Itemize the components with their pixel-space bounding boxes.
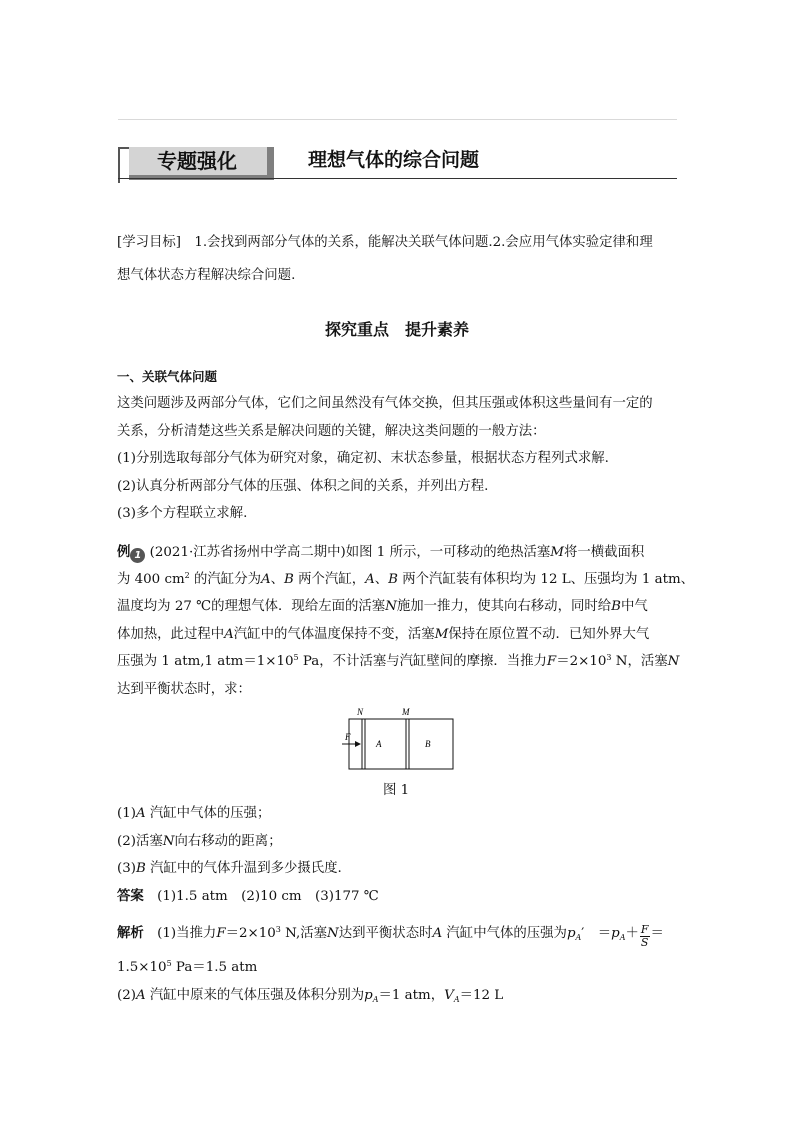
superscript: 5 <box>293 653 299 662</box>
superscript: 3 <box>606 653 612 662</box>
example-text: 两个汽缸， <box>293 572 366 587</box>
var-N: N <box>385 599 397 614</box>
figure-caption: 图 1 <box>383 783 410 798</box>
example-text: N，活塞 <box>611 654 668 669</box>
var-A: A <box>260 572 271 587</box>
section-title: 探究重点 提升素养 <box>324 320 469 339</box>
var-V: V <box>444 988 454 1003</box>
analysis-text: ＋ <box>625 926 639 941</box>
label-A: A <box>376 739 382 749</box>
cylinder-diagram <box>340 705 460 773</box>
label-M: M <box>402 707 410 717</box>
question-text: 汽缸中气体的压强； <box>145 806 271 821</box>
analysis-label: 解析 <box>117 925 144 941</box>
var-F: F <box>216 926 226 941</box>
var-A: A <box>365 572 375 587</box>
superscript: 3 <box>275 925 281 934</box>
analysis-text: Pa＝1.5 atm <box>171 960 258 975</box>
analysis-text: (1)当推力 <box>157 926 217 941</box>
piston-M <box>406 719 409 769</box>
label-F: F <box>345 732 351 742</box>
example-line-1 <box>117 544 677 563</box>
example-text: 将一横截面积 <box>563 545 645 560</box>
objectives-line-1: [学习目标] 1.会找到两部分气体的关系，能解决关联气体问题.2.会应用气体实验定律和理 <box>117 235 653 250</box>
fraction-numerator: F <box>640 923 649 936</box>
example-text: 为 400 cm <box>117 572 185 587</box>
example-text: 施加一推力，使其向右移动，同时给 <box>396 599 612 614</box>
example-line-3 <box>117 599 677 615</box>
analysis-text: 1.5×10 <box>117 960 167 975</box>
answer-text: (1)1.5 atm (2)10 cm (3)177 ℃ <box>157 889 379 904</box>
question-1 <box>117 806 677 822</box>
header-rule <box>118 178 677 179</box>
var-B: B <box>388 572 399 587</box>
part1-heading: 一、关联气体问题 <box>117 369 218 384</box>
example-source: (2021·江苏省扬州中学高二期中) <box>149 545 346 560</box>
analysis-text: 汽缸中气体的压强为 <box>442 926 567 941</box>
var-A: A <box>432 926 443 941</box>
example-text: ＝2×10 <box>556 654 607 669</box>
subscript: A <box>575 933 582 942</box>
var-p: p <box>364 988 373 1003</box>
piston-N <box>362 719 365 769</box>
part1-line-4: (2)认真分析两部分气体的压强、体积之间的关系，并列出方程. <box>117 479 489 494</box>
example-label: 例 <box>117 544 131 560</box>
example-text: 两个汽缸装有体积均为 12 L、压强均为 1 atm、 <box>398 572 695 587</box>
var-B: B <box>135 861 146 876</box>
question-text: (2)活塞 <box>117 834 163 849</box>
example-text: 温度均为 27 ℃的理想气体．现给左面的活塞 <box>117 599 386 614</box>
var-B: B <box>611 599 621 614</box>
answer-label: 答案 <box>117 888 144 904</box>
objectives-line-2: 想气体状态方程解决综合问题. <box>117 268 296 283</box>
fraction-F-over-S <box>640 924 650 949</box>
analysis-text: ＝ <box>650 926 664 941</box>
var-M: M <box>550 545 564 560</box>
var-M: M <box>434 627 449 642</box>
topic-badge-label: 专题强化 <box>157 149 237 173</box>
question-text: (3) <box>117 861 136 876</box>
example-text: 、 <box>374 572 389 587</box>
example-text: 体加热，此过程中 <box>117 627 225 642</box>
example-text: 的汽缸分为 <box>189 572 261 587</box>
part1-line-5: (3)多个方程联立求解. <box>117 506 248 521</box>
question-3 <box>117 861 677 877</box>
example-text: 汽缸中的气体温度保持不变，活塞 <box>233 627 435 642</box>
superscript: 5 <box>166 959 172 968</box>
analysis-line-1 <box>117 924 677 949</box>
analysis-line-3 <box>117 988 677 1004</box>
subscript: A <box>453 995 460 1004</box>
superscript: 2 <box>184 571 190 580</box>
var-p: p <box>566 926 576 941</box>
chapter-title: 理想气体的综合问题 <box>308 149 480 171</box>
topic-badge <box>129 147 274 180</box>
example-line-5 <box>117 653 680 670</box>
example-line-6: 达到平衡状态时，求： <box>117 682 251 697</box>
analysis-text: 达到平衡状态时 <box>338 926 433 941</box>
subscript: A <box>619 933 626 942</box>
fraction-denominator: S <box>640 936 649 949</box>
var-F: F <box>546 654 557 669</box>
answer-line <box>117 888 677 905</box>
var-p: p <box>611 926 620 941</box>
example-line-4 <box>117 627 677 643</box>
var-N: N <box>162 834 175 849</box>
analysis-line-2 <box>117 960 677 976</box>
analysis-text: ＝2×10 <box>225 926 276 941</box>
analysis-text: ＝12 L <box>459 988 504 1003</box>
example-text: 保持在原位置不动．已知外界大气 <box>448 627 650 642</box>
example-text: 如图 1 所示，一可移动的绝热活塞 <box>345 545 551 560</box>
subscript: A <box>372 995 379 1004</box>
top-rule <box>118 119 677 120</box>
part1-line-1: 这类问题涉及两部分气体，它们之间虽然没有气体交换，但其压强或体积这些量间有一定的 <box>117 396 653 411</box>
question-text: 向右移动的距离； <box>174 834 282 849</box>
label-N: N <box>357 707 364 717</box>
question-text: 汽缸中的气体升温到多少摄氏度. <box>145 861 342 876</box>
var-A: A <box>135 806 146 821</box>
example-line-2 <box>117 571 695 588</box>
label-B: B <box>425 739 431 749</box>
var-N: N <box>667 654 680 669</box>
analysis-text: ′ ＝ <box>581 926 612 941</box>
analysis-text: (2) <box>117 988 136 1003</box>
force-arrow-head <box>355 741 361 747</box>
analysis-text: N,活塞 <box>280 926 328 941</box>
example-text: 、 <box>270 572 285 587</box>
var-N: N <box>327 926 339 941</box>
example-text: 压强为 1 atm,1 atm＝1×10 <box>117 654 294 669</box>
analysis-text: ＝1 atm， <box>378 988 445 1003</box>
example-text: 中气 <box>620 599 648 614</box>
topic-badge-inner <box>129 147 267 175</box>
part1-line-2: 关系，分析清楚这些关系是解决问题的关键，解决这类问题的一般方法： <box>117 424 546 439</box>
example-text: Pa，不计活塞与汽缸壁间的摩擦．当推力 <box>298 654 547 669</box>
part1-line-3: (1)分别选取每部分气体为研究对象，确定初、末状态参量，根据状态方程列式求解. <box>117 451 609 466</box>
example-number-badge: 1 <box>130 548 145 563</box>
var-A: A <box>224 627 234 642</box>
var-A: A <box>135 988 146 1003</box>
question-text: (1) <box>117 806 136 821</box>
question-2 <box>117 834 677 850</box>
var-B: B <box>284 572 294 587</box>
analysis-text: 汽缸中原来的气体压强及体积分别为 <box>145 988 365 1003</box>
